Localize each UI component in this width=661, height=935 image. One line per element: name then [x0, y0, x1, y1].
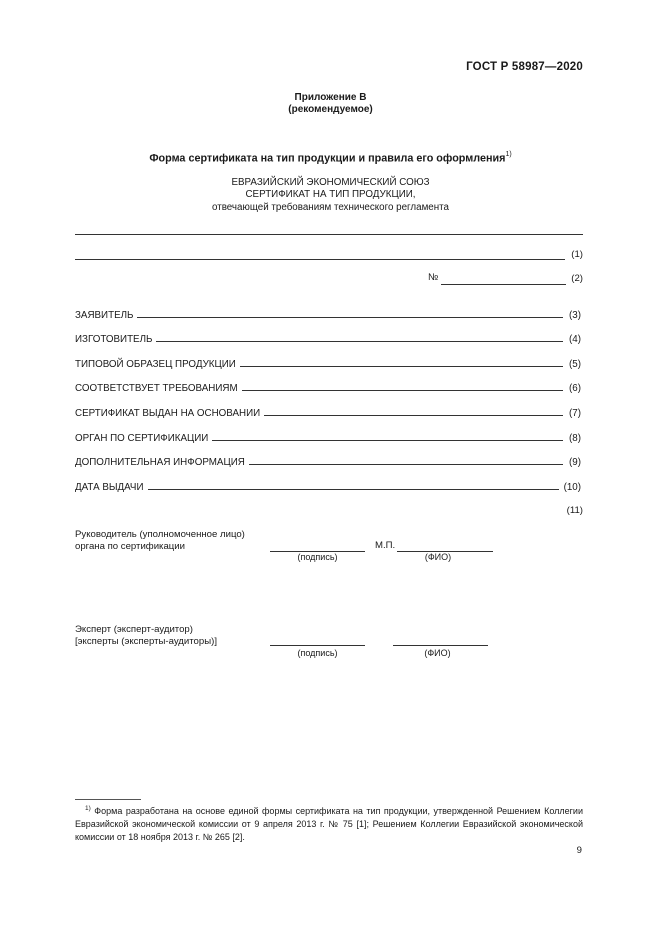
- form-title: [0, 152, 661, 165]
- footnote: [75, 802, 583, 844]
- form-title-text: Форма сертификата на тип продукции и правила его оформления: [149, 152, 506, 165]
- field-label: ОРГАН ПО СЕРТИФИКАЦИИ: [75, 433, 209, 444]
- expert-sign-caption: (подпись): [297, 648, 338, 658]
- ref-11: (11): [566, 505, 583, 516]
- form-title-footnote-mark: 1): [505, 151, 512, 158]
- field-ref: (8): [569, 433, 581, 444]
- ref-2: (2): [571, 273, 583, 284]
- annex-subtitle: (рекомендуемое): [288, 104, 373, 115]
- seal-mark: М.П.: [375, 540, 396, 551]
- footnote-mark: 1): [85, 805, 91, 812]
- field-label: ЗАЯВИТЕЛЬ: [75, 310, 134, 321]
- head-signature-line2: органа по сертификации: [75, 541, 186, 552]
- field-ref: (5): [569, 359, 581, 370]
- field-ref: (9): [569, 457, 581, 468]
- number-sign: №: [428, 272, 439, 283]
- expert-signature-line2: [эксперты (эксперты-аудиторы)]: [75, 636, 217, 647]
- field-applicant: [75, 307, 581, 321]
- page-number: 9: [576, 845, 582, 856]
- expert-signature-line1: Эксперт (эксперт-аудитор): [75, 624, 193, 635]
- field-ref: (10): [563, 482, 581, 493]
- field-additional-info: [75, 454, 581, 468]
- certificate-header-line1: ЕВРАЗИЙСКИЙ ЭКОНОМИЧЕСКИЙ СОЮЗ: [231, 177, 430, 188]
- field-basis: [75, 405, 581, 419]
- field-manufacturer: [75, 331, 581, 345]
- annex-title: Приложение В: [294, 92, 367, 103]
- field-requirements: [75, 380, 581, 394]
- head-signature-line1: Руководитель (уполномоченное лицо): [75, 529, 245, 540]
- field-ref: (6): [569, 383, 581, 394]
- field-ref: (3): [569, 310, 581, 321]
- expert-name-line: [393, 645, 488, 646]
- certificate-header-line2: СЕРТИФИКАТ НА ТИП ПРОДУКЦИИ,: [245, 189, 416, 200]
- expert-sign-line: [270, 645, 365, 646]
- field-sample: [75, 356, 581, 370]
- field-label: СЕРТИФИКАТ ВЫДАН НА ОСНОВАНИИ: [75, 408, 261, 419]
- field-ref: (4): [569, 334, 581, 345]
- blank-line-top: [75, 234, 583, 235]
- blank-line-second: [75, 259, 565, 260]
- head-sign-caption: (подпись): [297, 552, 338, 562]
- field-label: ИЗГОТОВИТЕЛЬ: [75, 334, 153, 345]
- field-issue-date: [75, 479, 581, 493]
- certificate-header-line3: отвечающей требованиям технического регламента: [211, 202, 449, 213]
- field-label: ТИПОВОЙ ОБРАЗЕЦ ПРОДУКЦИИ: [75, 359, 236, 370]
- footnote-text: Форма разработана на основе единой формы сертификата на тип продукции, утвержденной Решением Коллегии Евразийской экономической комиссии от 9 апреля 2013 г. № 75 [1]; Решением Коллегии Евразийской экономической комиссии от 18 ноября 2013 г. № 265 [2].: [75, 806, 583, 842]
- field-certification-body: [75, 430, 581, 444]
- head-name-caption: (ФИО): [424, 552, 452, 562]
- footnote-separator: [75, 799, 141, 800]
- number-field-line: [441, 284, 566, 285]
- ref-1: (1): [571, 249, 583, 260]
- field-label: СООТВЕТСТВУЕТ ТРЕБОВАНИЯМ: [75, 383, 238, 394]
- field-label: ДАТА ВЫДАЧИ: [75, 482, 144, 493]
- standard-code: ГОСТ Р 58987—2020: [466, 61, 583, 73]
- field-label: ДОПОЛНИТЕЛЬНАЯ ИНФОРМАЦИЯ: [75, 457, 245, 468]
- expert-name-caption: (ФИО): [424, 648, 451, 658]
- field-ref: (7): [569, 408, 581, 419]
